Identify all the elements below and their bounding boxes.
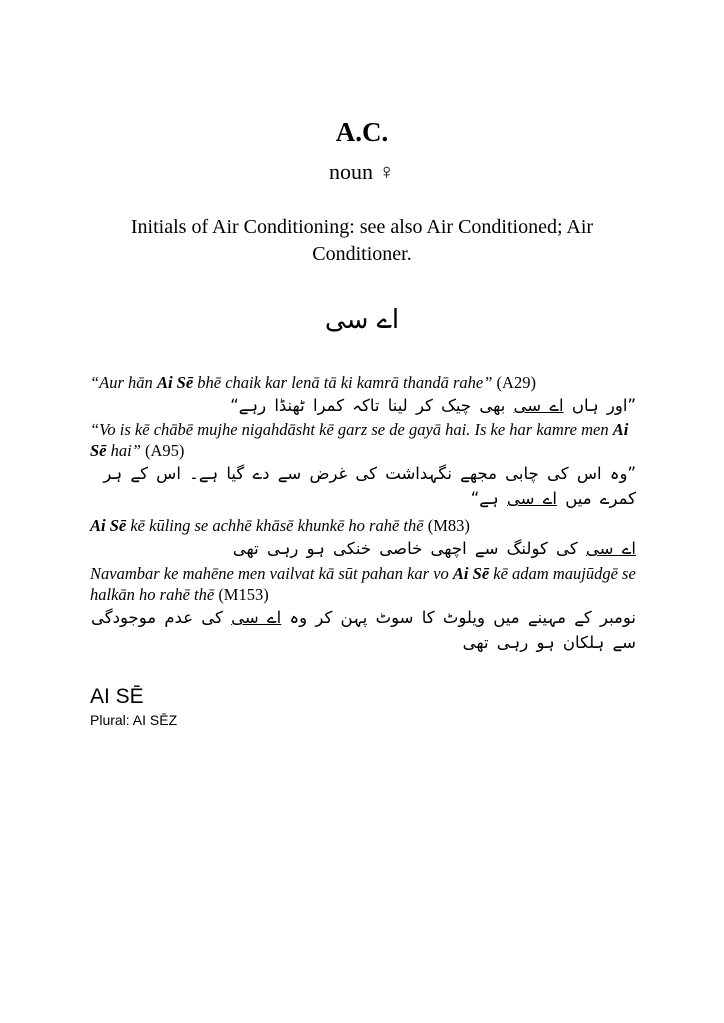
urdu-headword-underlined: اے سی bbox=[513, 396, 564, 415]
example-headword: Ai Sē bbox=[156, 373, 194, 392]
example-text-post: kē kūling se achhē khāsē khunkē ho rahē thē bbox=[126, 516, 424, 535]
pos-label: noun bbox=[329, 159, 373, 184]
urdu-text-post: ہے“ bbox=[470, 489, 507, 508]
example-4 bbox=[90, 563, 636, 655]
urdu-headword-underlined: اے سی bbox=[506, 489, 557, 508]
example-reference: (M83) bbox=[427, 516, 470, 535]
urdu-text-post: کی عدم موجودگی سے ہلکان ہو رہی تھی bbox=[91, 608, 636, 652]
urdu-headword-underlined: اے سی bbox=[585, 539, 636, 558]
urdu-headword-underlined: اے سی bbox=[231, 608, 282, 627]
variant-plural: Plural: AI SĒZ bbox=[90, 712, 178, 728]
example-urdu bbox=[90, 605, 636, 655]
example-text-pre: Navambar ke mahēne men vailvat kā sūt pahan kar vo bbox=[90, 564, 453, 583]
example-roman bbox=[90, 563, 636, 605]
example-headword: Ai Sē bbox=[90, 516, 127, 535]
example-roman bbox=[90, 515, 636, 536]
urdu-text-pre: ”اور ہاں bbox=[563, 396, 636, 415]
example-roman bbox=[90, 419, 636, 461]
urdu-text-post: کی کولنگ سے اچھی خاصی خنکی ہو رہی تھی bbox=[232, 539, 586, 558]
example-urdu bbox=[90, 393, 636, 418]
part-of-speech bbox=[0, 158, 724, 186]
urdu-text-post: بھی چیک کر لینا تاکہ کمرا ٹھنڈا رہے“ bbox=[230, 396, 514, 415]
example-text-post: bhē chaik kar lenā tā ki kamrā thandā rahe” bbox=[193, 373, 493, 392]
example-2 bbox=[90, 419, 636, 511]
example-text-post: hai” bbox=[106, 441, 141, 460]
variant-title: AI SĒ bbox=[90, 685, 144, 708]
headword: A.C. bbox=[335, 117, 389, 147]
example-reference: (A95) bbox=[145, 441, 185, 460]
urdu-text-pre: نومبر کے مہینے میں ویلوٹ کا سوٹ پہن کر وہ bbox=[281, 608, 636, 627]
example-text-post: kē adam maujūdgē se halkān ho rahē thē bbox=[90, 564, 636, 604]
example-reference: (M153) bbox=[218, 585, 269, 604]
example-3 bbox=[90, 515, 636, 561]
urdu-headword: اے سی bbox=[324, 305, 400, 335]
urdu-text-pre: ”وہ اس کی چابی مجھے نگہداشت کی غرض سے دے گیا ہے۔ اس کے ہر کمرے میں bbox=[103, 464, 636, 508]
example-roman bbox=[90, 372, 636, 393]
example-urdu bbox=[90, 536, 636, 561]
gender-symbol: ♀ bbox=[378, 159, 395, 184]
example-1 bbox=[90, 372, 636, 418]
example-text-pre: “Vo is kē chābē mujhe nigahdāsht kē garz se de gayā hai. Is ke har kamre men bbox=[90, 420, 613, 439]
example-headword: Ai Sē bbox=[452, 564, 490, 583]
example-text-pre: “Aur hān bbox=[90, 373, 157, 392]
example-urdu bbox=[90, 461, 636, 511]
example-reference: (A29) bbox=[496, 373, 536, 392]
example-headword: Ai Sē bbox=[90, 420, 629, 460]
definition: Initials of Air Conditioning: see also Air Conditioned; Air Conditioner. bbox=[130, 216, 594, 265]
